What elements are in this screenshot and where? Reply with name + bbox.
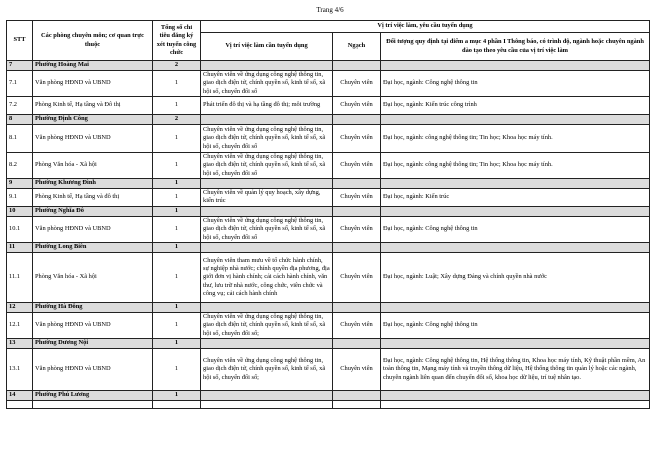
cell-stt: 7 [7,61,33,71]
header-qualification: Đối tượng quy định tại điểm a mục 4 phần I Thông báo, có trình độ, ngành hoặc chuyên ngành đào tạo theo yêu cầu của vị trí việc làm [381,33,650,61]
cell-position: Chuyên viên về ứng dụng công nghệ thông tin, giao dịch điện tử, chính quyền số, kinh tế số, xã hội số, chuyển đổi số [201,124,333,152]
cell-empty [201,114,333,124]
cell-position: Chuyên viên về ứng dụng công nghệ thông tin, giao dịch điện tử, chính quyền số, kinh tế số, xã hội số, chuyển đổi số [201,216,333,242]
cell-empty [333,338,381,348]
cell-quota [153,400,201,408]
cell-quota: 1 [153,206,201,216]
cell-quota: 1 [153,152,201,178]
cell-rank: Chuyên viên [333,124,381,152]
cell-qualification: Đại học, ngành: công nghệ thông tin; Tin học; Khoa học máy tính. [381,124,650,152]
cell-stt: 11 [7,242,33,252]
cell-stt: 9 [7,178,33,188]
ward-group-row [7,114,650,124]
cell-stt: 14 [7,390,33,400]
cell-unit: Phòng Kinh tế, Hạ tầng và Đô thị [33,96,153,114]
cell-position [201,400,333,408]
cell-empty [201,61,333,71]
page-number: Trang 4/6 [316,6,344,14]
cell-empty [333,390,381,400]
cell-unit: Phòng Kinh tế, Hạ tầng và đô thị [33,188,153,206]
cell-stt: 13.1 [7,348,33,390]
cell-empty [333,178,381,188]
cell-unit: Văn phòng HĐND và UBND [33,216,153,242]
header-quota: Tổng số chỉ tiêu đăng ký xét tuyển công chức [153,21,201,61]
cell-qualification: Đại học, ngành: Kiến trúc [381,188,650,206]
cell-qualification: Đại học, ngành: công nghệ thông tin; Tin học; Khoa học máy tính. [381,152,650,178]
cell-stt: 7.2 [7,96,33,114]
cell-rank: Chuyên viên [333,188,381,206]
cell-ward-name: Phường Dương Nội [33,338,153,348]
cell-ward-name: Phường Hoàng Mai [33,61,153,71]
cell-stt: 12 [7,302,33,312]
cell-empty [201,178,333,188]
header-position: Vị trí việc làm cần tuyển dụng [201,33,333,61]
cell-ward-name: Phường Phú Lương [33,390,153,400]
cell-position: Chuyên viên về ứng dụng công nghệ thông tin, giao dịch điện tử, chính quyền số, kinh tế số, xã hội số, chuyển đổi số [201,71,333,97]
cell-quota: 1 [153,242,201,252]
table-row [7,312,650,338]
ward-group-row [7,242,650,252]
cell-quota: 1 [153,216,201,242]
cell-unit: Văn phòng HĐND và UBND [33,124,153,152]
table-row [7,96,650,114]
ward-group-row [7,206,650,216]
cell-position: Chuyên viên tham mưu về tổ chức hành chính, sự nghiệp nhà nước; chính quyền địa phương, địa giới đơn vị hành chính; cải cách hành chính, văn thư, lưu trữ nhà nước, công chức, viên chức và công vụ; cải cách hành chính [201,252,333,302]
cell-qualification: Đại học, ngành: Công nghệ thông tin [381,312,650,338]
cell-empty [201,242,333,252]
cell-stt: 10 [7,206,33,216]
table-row [7,124,650,152]
cell-stt: 12.1 [7,312,33,338]
header-unit: Các phòng chuyên môn; cơ quan trực thuộc [33,21,153,61]
cell-quota: 1 [153,302,201,312]
cell-position: Chuyên viên về ứng dụng công nghệ thông tin, giao dịch điện tử, chính quyền số, kinh tế số, xã hội số, chuyển đổi số; [201,312,333,338]
header-requirements: Vị trí việc làm, yêu cầu tuyển dụng [201,21,650,33]
cell-stt: 13 [7,338,33,348]
cell-position: Chuyên viên về quản lý quy hoạch, xây dựng, kiến trúc [201,188,333,206]
cell-ward-name: Phường Định Công [33,114,153,124]
cell-empty [381,390,650,400]
cell-ward-name: Phường Hà Đông [33,302,153,312]
cell-quota: 2 [153,114,201,124]
cell-stt: 10.1 [7,216,33,242]
cell-empty [201,338,333,348]
cell-qualification: Đại học, ngành: Công nghệ thông tin [381,71,650,97]
cell-quota: 1 [153,390,201,400]
table-row [7,152,650,178]
cell-unit: Phòng Văn hóa - Xã hội [33,252,153,302]
cell-qualification: Đại học, ngành: Kiến trúc công trình [381,96,650,114]
cell-stt: 8 [7,114,33,124]
cell-quota: 2 [153,61,201,71]
ward-group-row [7,61,650,71]
cell-qualification [381,400,650,408]
table-row [7,71,650,97]
cell-stt: 8.2 [7,152,33,178]
cell-position: Chuyên viên về ứng dụng công nghệ thông tin, giao dịch điện tử, chính quyền số, kinh tế số, xã hội số, chuyển đổi số; [201,348,333,390]
table-row [7,400,650,408]
table-row [7,216,650,242]
header-stt: STT [7,21,33,61]
cell-empty [381,242,650,252]
cell-unit: Phòng Văn hóa - Xã hội [33,152,153,178]
cell-quota: 1 [153,188,201,206]
cell-qualification: Đại học, ngành: Luật; Xây dựng Đảng và chính quyền nhà nước [381,252,650,302]
cell-empty [381,302,650,312]
cell-empty [333,61,381,71]
cell-empty [381,114,650,124]
cell-empty [333,206,381,216]
ward-group-row [7,338,650,348]
cell-ward-name: Phường Nghĩa Đô [33,206,153,216]
table-row [7,188,650,206]
cell-position: Chuyên viên về ứng dụng công nghệ thông tin, giao dịch điện tử, chính quyền số, kinh tế số, xã hội số, chuyển đổi số [201,152,333,178]
cell-unit [33,400,153,408]
recruitment-table [6,20,650,409]
cell-rank: Chuyên viên [333,312,381,338]
ward-group-row [7,302,650,312]
cell-stt: 7.1 [7,71,33,97]
cell-position: Phát triển đô thị và hạ tầng đô thị; môi trường [201,96,333,114]
cell-rank: Chuyên viên [333,71,381,97]
cell-unit: Văn phòng HĐND và UBND [33,312,153,338]
cell-rank: Chuyên viên [333,152,381,178]
cell-qualification: Đại học, ngành: Công nghệ thông tin, Hệ thống thông tin, Khoa học máy tính, Kỹ thuật phần mềm, An toàn thông tin, Mạng máy tính và truyền thông dữ liệu, Hệ thống thông tin quản lý hoặc các ngành, chuyên ngành liên quan đến chuyển đổi số, khoa học dữ liệu, trí tuệ nhân tạo. [381,348,650,390]
cell-empty [381,61,650,71]
cell-unit: Văn phòng HĐND và UBND [33,71,153,97]
cell-quota: 1 [153,252,201,302]
cell-quota: 1 [153,312,201,338]
cell-empty [333,114,381,124]
cell-empty [381,178,650,188]
cell-quota: 1 [153,124,201,152]
cell-empty [381,338,650,348]
cell-stt [7,400,33,408]
cell-ward-name: Phường Long Biên [33,242,153,252]
cell-empty [201,390,333,400]
cell-empty [381,206,650,216]
table-row [7,348,650,390]
ward-group-row [7,178,650,188]
cell-rank: Chuyên viên [333,216,381,242]
cell-quota: 1 [153,96,201,114]
cell-empty [333,302,381,312]
cell-qualification: Đại học, ngành: Công nghệ thông tin [381,216,650,242]
cell-unit: Văn phòng HĐND và UBND [33,348,153,390]
cell-empty [201,206,333,216]
cell-quota: 1 [153,178,201,188]
cell-stt: 9.1 [7,188,33,206]
cell-empty [333,242,381,252]
cell-empty [201,302,333,312]
header-rank: Ngạch [333,33,381,61]
cell-stt: 11.1 [7,252,33,302]
cell-quota: 1 [153,338,201,348]
cell-quota: 1 [153,348,201,390]
cell-rank: Chuyên viên [333,96,381,114]
cell-quota: 1 [153,71,201,97]
cell-ward-name: Phường Khương Đình [33,178,153,188]
cell-rank [333,400,381,408]
cell-rank: Chuyên viên [333,348,381,390]
ward-group-row [7,390,650,400]
table-row [7,252,650,302]
cell-stt: 8.1 [7,124,33,152]
cell-rank: Chuyên viên [333,252,381,302]
